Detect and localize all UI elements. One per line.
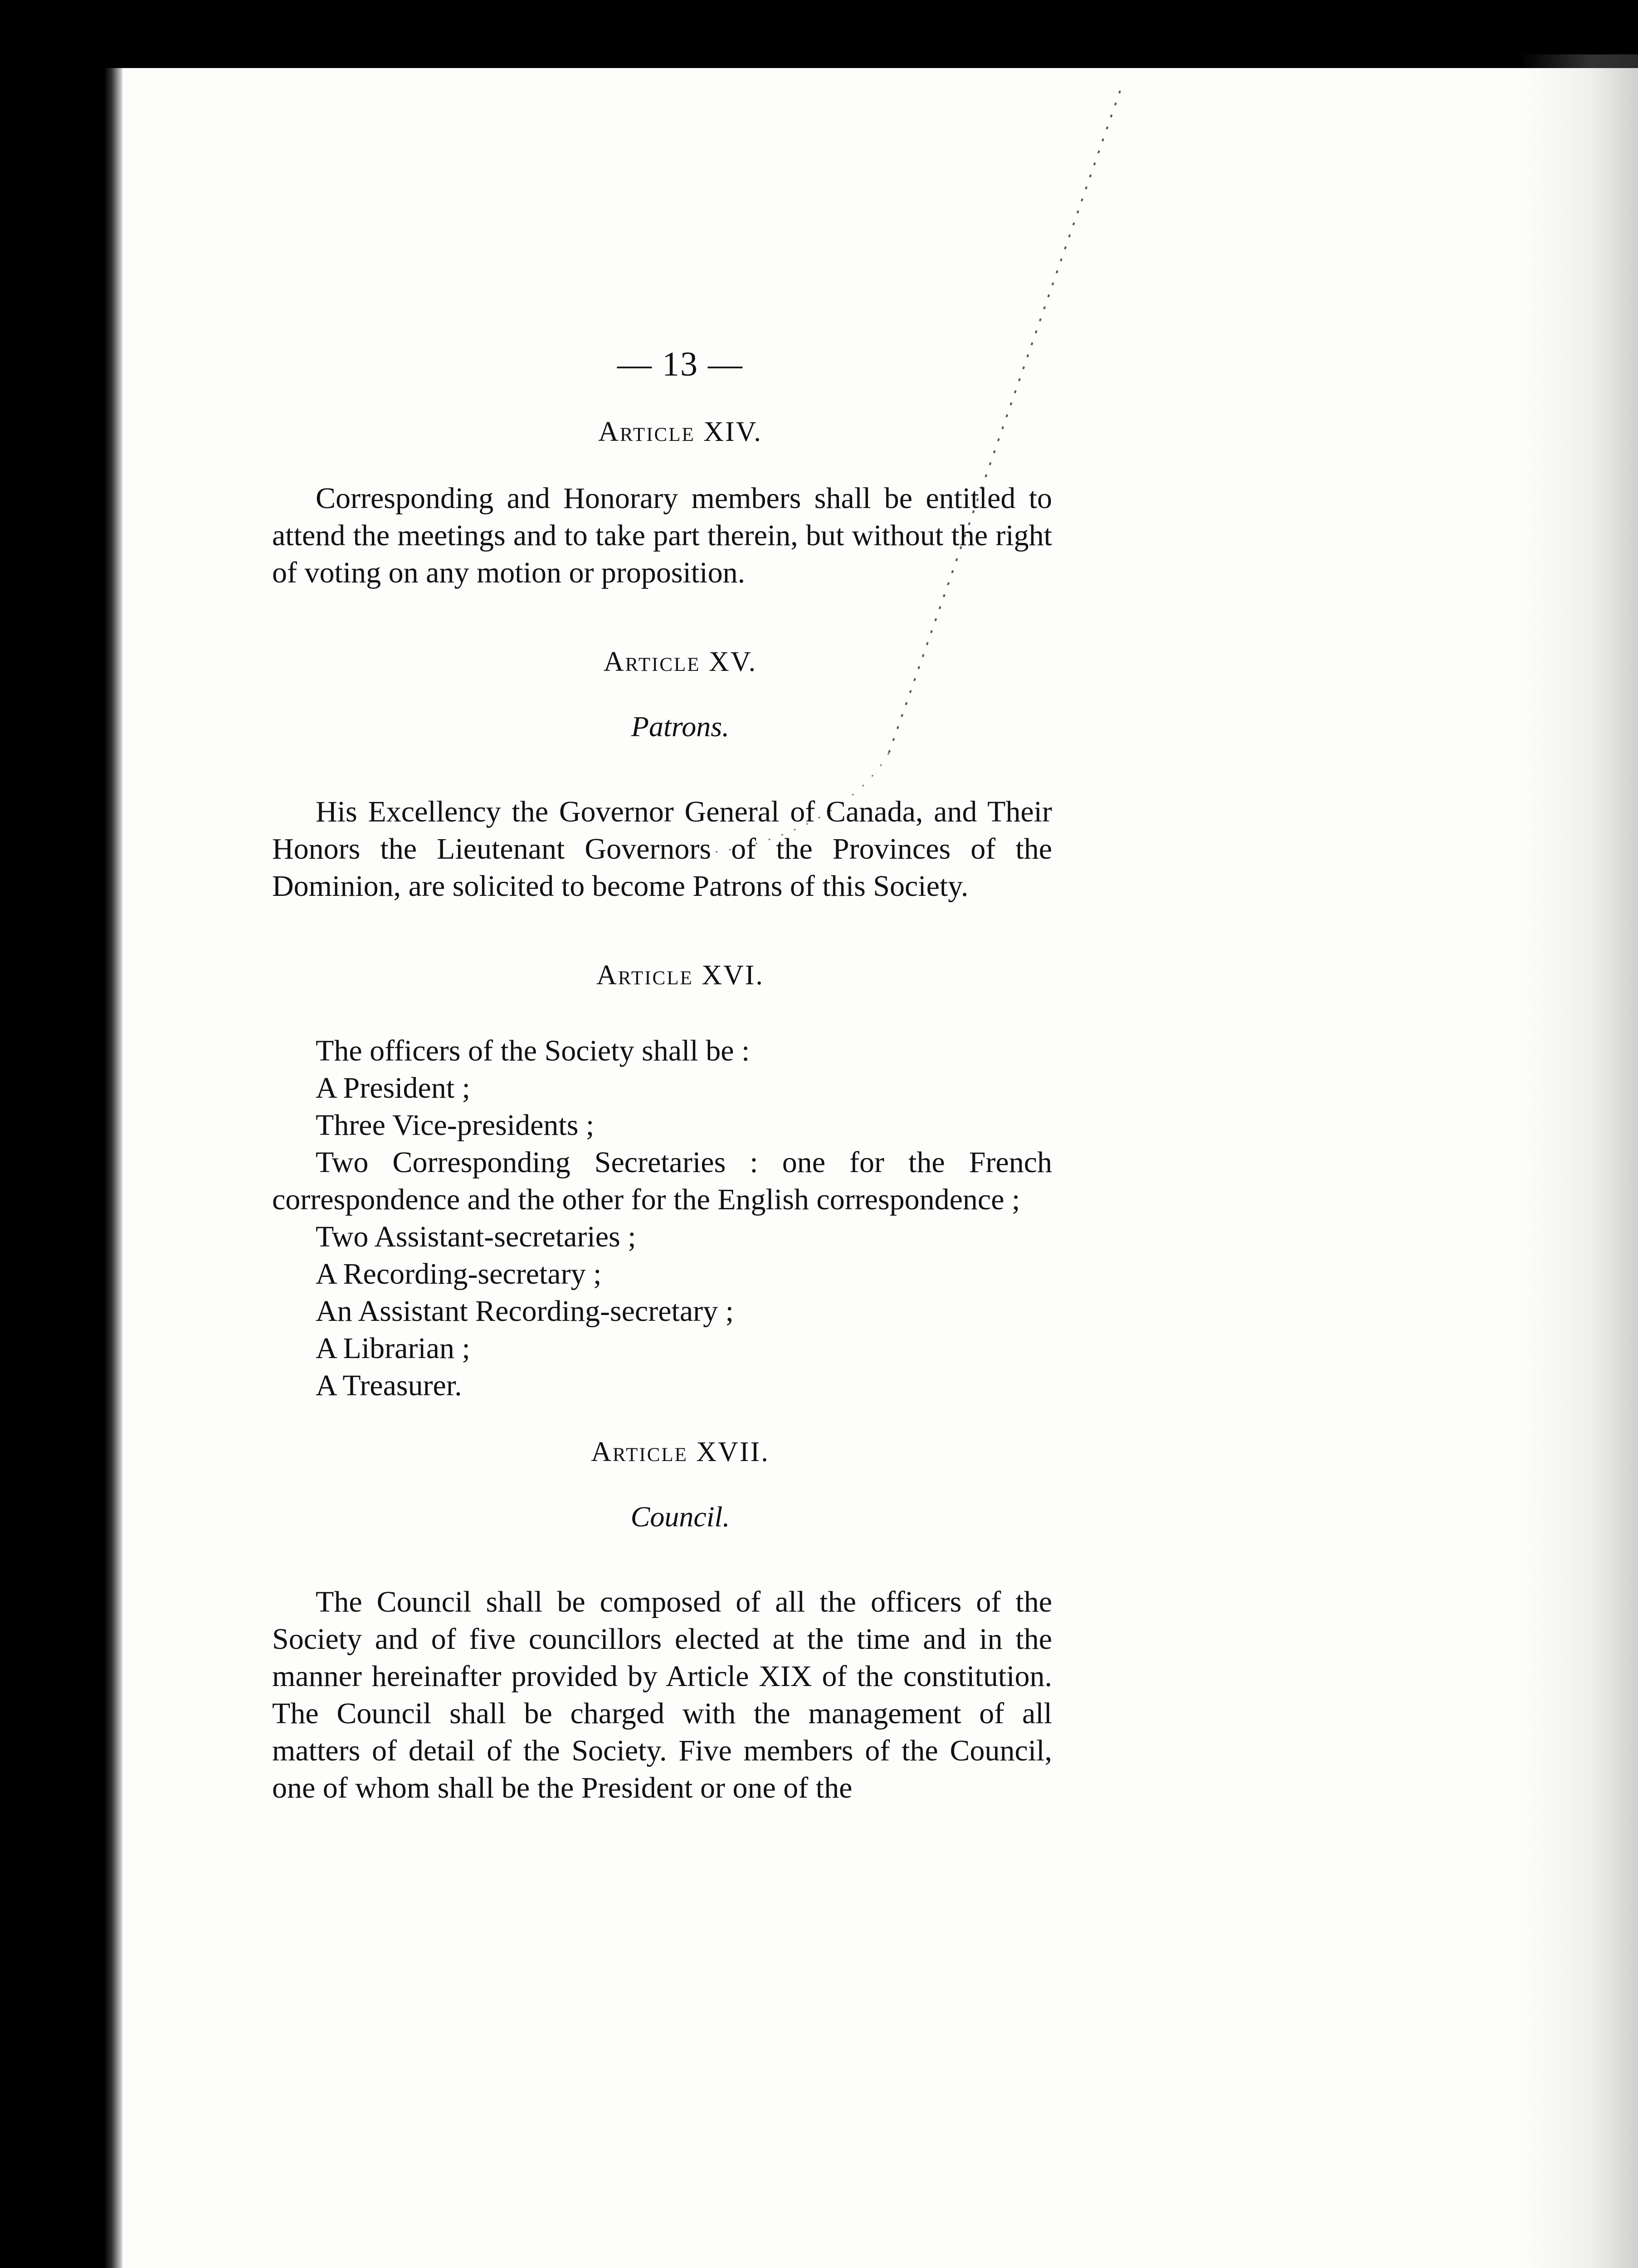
page-right-shadow <box>1520 54 1638 2268</box>
article-xiv-heading: Article XIV. <box>598 416 762 447</box>
list-item: Two Corresponding Secretaries : one for the French correspondence and the other for the English correspondence ; <box>272 1146 1052 1216</box>
article-xv-subheading: Patrons. <box>631 710 730 743</box>
list-item: Two Assistant-secretaries ; <box>316 1220 636 1253</box>
page-number: — 13 — <box>617 345 743 383</box>
list-item: A President ; <box>316 1071 470 1105</box>
officer-list <box>272 1032 1052 1404</box>
article-xvii-subheading: Council. <box>630 1501 730 1533</box>
page-binding-edge <box>104 68 122 2268</box>
officer-list-intro: The officers of the Society shall be : <box>316 1034 750 1067</box>
list-item: A Recording-secretary ; <box>316 1257 602 1290</box>
page-content <box>272 345 1052 1861</box>
article-xv-heading: Article XV. <box>603 646 757 677</box>
article-xvii-text: The Council shall be composed of all the officers of the Society and of five councillors elected at the time and in the manner hereinafter provided by Article XIX of the constitution. The Council shall be charged with the management of all matters of detail of the Society. Five members of the Council, one of whom shall be the President or one of the <box>272 1585 1052 1804</box>
article-xiv-text: Corresponding and Honorary members shall be entitled to attend the meetings and to take part therein, but without the right of voting on any motion or proposition. <box>272 482 1052 589</box>
list-item: A Treasurer. <box>316 1369 462 1402</box>
list-item: Three Vice-presidents ; <box>316 1109 595 1142</box>
list-item: A Librarian ; <box>316 1332 470 1365</box>
article-xv-text: His Excellency the Governor General of Canada, and Their Honors the Lieutenant Governors of the Provinces of the Dominion, are solicited to become Patrons of this Society. <box>272 795 1052 903</box>
article-xvi-heading: Article XVI. <box>596 960 764 991</box>
list-item: An Assistant Recording-secretary ; <box>316 1295 734 1328</box>
article-xvii-heading: Article XVII. <box>591 1437 770 1467</box>
